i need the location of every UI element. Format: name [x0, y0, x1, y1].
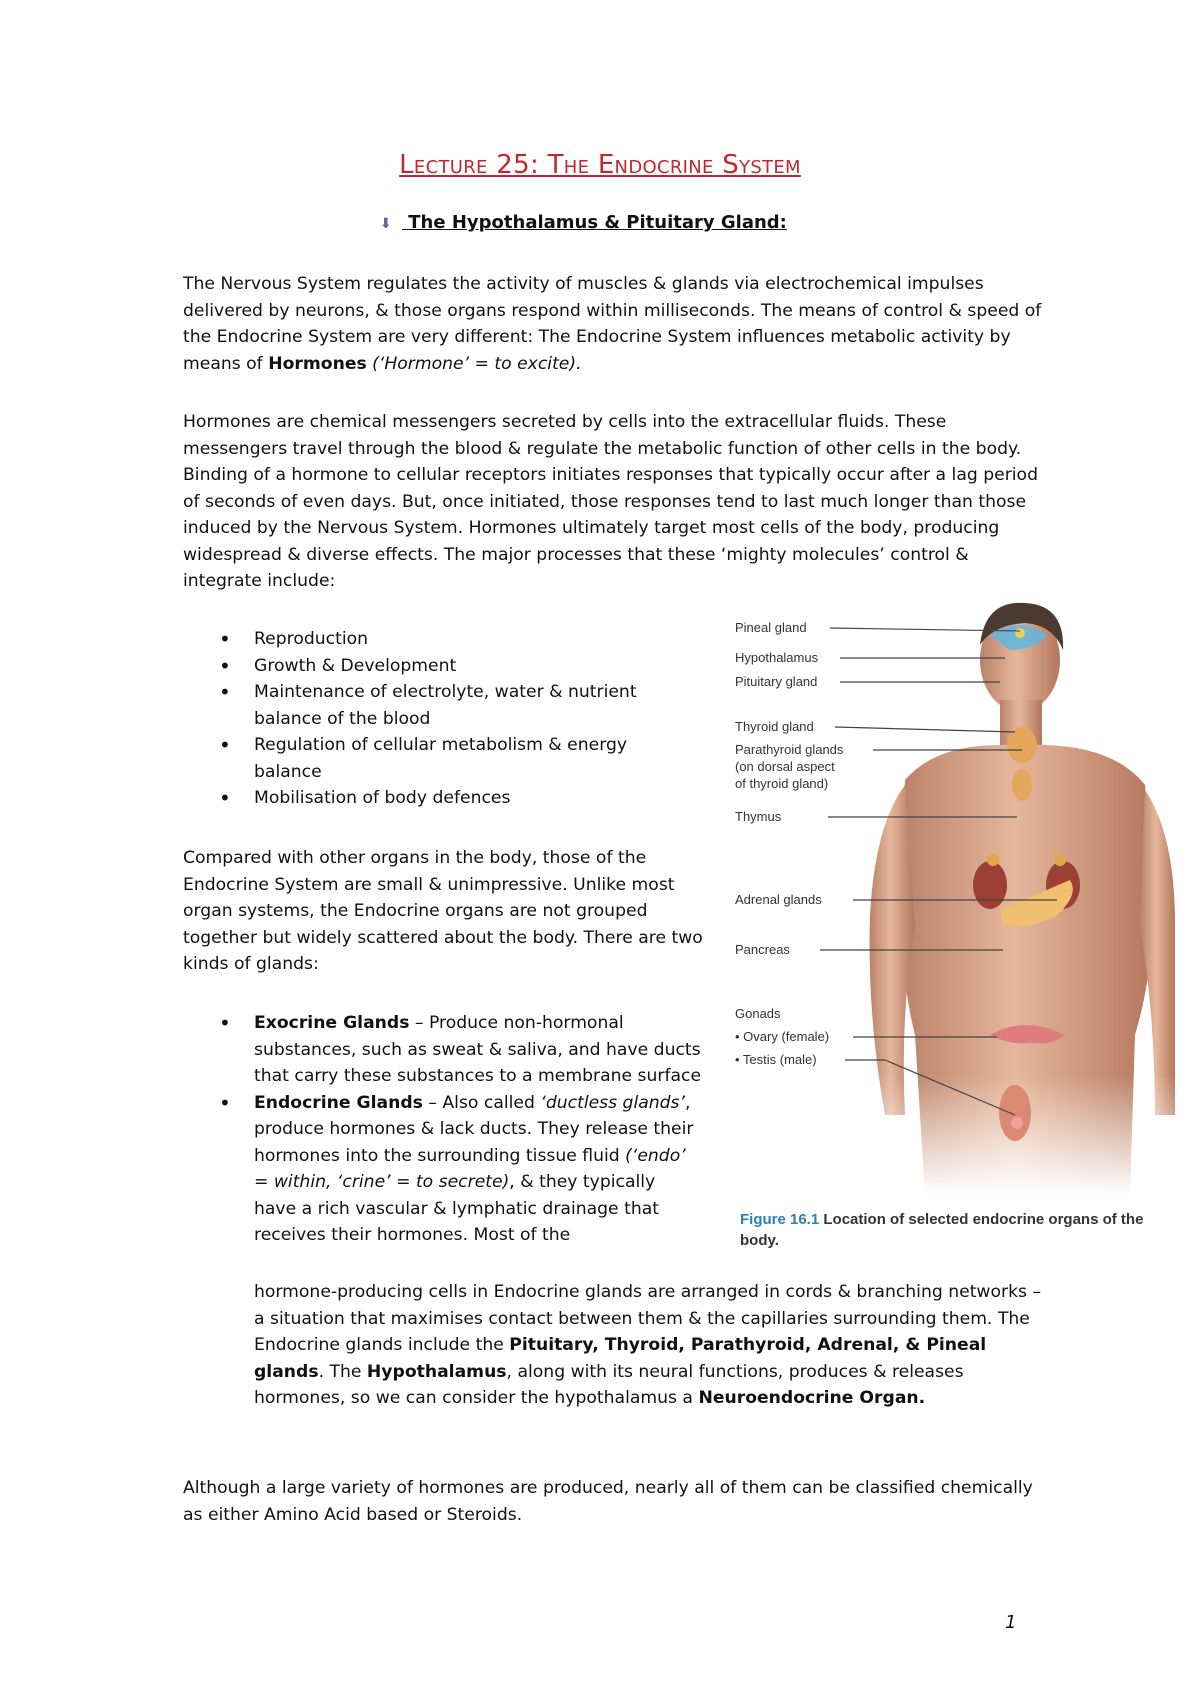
- cont-text: . The: [318, 1361, 367, 1382]
- section-heading: [380, 212, 787, 233]
- endocrine-bold: Endocrine Glands: [254, 1092, 423, 1113]
- caption-text: Location of selected endocrine organs of the body.: [740, 1211, 1144, 1249]
- endocrine-italic: ‘ductless glands’: [540, 1092, 685, 1113]
- label-pineal: Pineal gland: [735, 620, 807, 635]
- list-item: • Maintenance of electrolyte, water & nutrient balance of the blood: [219, 679, 679, 732]
- label-parathyroid-note: (on dorsal aspect: [735, 759, 835, 774]
- list-item: • Regulation of cellular metabolism & energy balance: [219, 732, 679, 785]
- label-parathyroid: Parathyroid glands: [735, 742, 844, 757]
- label-adrenal: Adrenal glands: [735, 892, 822, 907]
- cont-text: hormone-producing cells in Endocrine glands are arranged in cords & branching networks – a situation that maximises contact between them & the capillaries surrounding them. The Endocrine glands include the: [254, 1282, 1042, 1355]
- list-item: • Mobilisation of body defences: [219, 785, 679, 812]
- bullet-arrow-icon: ⬇: [380, 216, 392, 232]
- label-hypothalamus: Hypothalamus: [735, 650, 819, 665]
- page-title: Lecture 25: The Endocrine System: [399, 150, 801, 180]
- list-item: • Growth & Development: [219, 653, 679, 680]
- label-thyroid: Thyroid gland: [735, 719, 814, 734]
- paragraph-3: Compared with other organs in the body, those of the Endocrine System are small & unimpressive. Unlike most organ systems, the Endocrine organs are not grouped together but widely scattered about the body. There are two kinds of glands:: [183, 848, 703, 974]
- gland-types-list: [219, 1010, 719, 1249]
- figure-caption: [740, 1209, 1180, 1251]
- endocrine-text: – Also called: [422, 1092, 541, 1113]
- para1-italic: (‘Hormone’ = to excite).: [366, 353, 582, 374]
- endocrine-text: , produce hormones & lack ducts. They release their hormones into the surrounding tissue fluid: [254, 1092, 694, 1166]
- para1-text: The Nervous System regulates the activity of muscles & glands via electrochemical impulses delivered by neurons, & those organs respond within milliseconds. The means of control & speed of the Endocrine System are very different: The Endocrine System influences metabolic activity by means of: [183, 274, 1042, 374]
- cont-text: , along with its neural functions, produces & releases hormones, so we can consider the hypothalamus a: [254, 1361, 964, 1408]
- endocrine-text: , & they typically have a rich vascular & lymphatic drainage that receives their hormones. Most of the: [254, 1172, 659, 1245]
- label-pancreas: Pancreas: [735, 942, 790, 957]
- label-ovary: • Ovary (female): [735, 1029, 830, 1044]
- exocrine-bold: Exocrine Glands: [254, 1013, 410, 1033]
- hypothalamus-bold: Hypothalamus: [366, 1361, 507, 1382]
- para1-bold: Hormones: [268, 353, 367, 374]
- caption-label: Figure 16.1: [740, 1211, 820, 1228]
- label-thymus: Thymus: [735, 809, 782, 824]
- label-gonads: Gonads: [735, 1006, 781, 1021]
- label-pituitary: Pituitary gland: [735, 674, 818, 689]
- list-item: • Reproduction: [219, 626, 679, 653]
- label-testis: • Testis (male): [735, 1052, 817, 1067]
- neuro-bold: Neuroendocrine Organ.: [698, 1388, 926, 1408]
- list-item-endocrine: [219, 1090, 699, 1249]
- paragraph-4: Although a large variety of hormones are produced, nearly all of them can be classified chemically as either Amino Acid based or Steroids.: [183, 1478, 1033, 1525]
- processes-list: [219, 626, 679, 812]
- paragraph-1: [183, 271, 1043, 377]
- glands-bold: Pituitary, Thyroid, Parathyroid, Adrenal, & Pineal glands: [254, 1335, 987, 1382]
- page-number: 1: [1005, 1612, 1017, 1633]
- label-parathyroid-note: of thyroid gland): [735, 776, 829, 791]
- section-heading-text: The Hypothalamus & Pituitary Gland:: [408, 212, 787, 233]
- paragraph-2: Hormones are chemical messengers secreted by cells into the extracellular fluids. These messengers travel through the blood & regulate the metabolic function of other cells in the body. Binding of a hormone to cellular receptors initiates responses that typically occur after a lag period of seconds of even days. But, once initiated, those responses tend to last much longer than those induced by the Nervous System. Hormones ultimately target most cells of the body, producing widespread & diverse effects. The major processes that these ‘mighty molecules’ control & integrate include:: [183, 412, 1038, 591]
- exocrine-text: – Produce non-hormonal substances, such as sweat & saliva, and have ducts that carry these substances to a membrane surface: [254, 1013, 702, 1086]
- list-item-exocrine: [219, 1010, 719, 1090]
- endocrine-continuation: [254, 1279, 1054, 1412]
- endocrine-italic: (‘endo’ = within, ‘crine’ = to secrete): [254, 1145, 686, 1192]
- endocrine-figure: [735, 595, 1175, 1195]
